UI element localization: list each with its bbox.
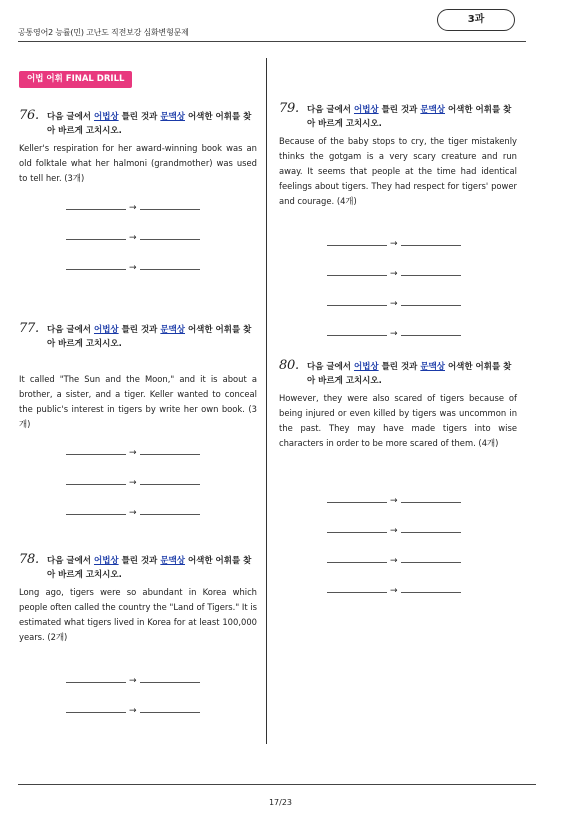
question-76 bbox=[19, 108, 259, 278]
lesson-badge: 3과 bbox=[437, 9, 515, 31]
column-divider bbox=[266, 58, 267, 744]
question-passage: It called "The Sun and the Moon," and it is about a brother, a sister, and a tiger. Keller wanted to conceal the public's interest in tigers by write her own book. (3개) bbox=[19, 374, 257, 429]
answer-line[interactable]: → bbox=[66, 263, 200, 273]
question-passage: Long ago, tigers were so abundant in Korea which people often called the country the "Land of Tigers." It is estimated what tigers lived in Korea for at least 100,000 years. (2개) bbox=[19, 587, 257, 642]
question-number: 76. bbox=[19, 108, 39, 123]
header-title: 공통영어2 능률(민) 고난도 직전보강 심화변형문제 bbox=[18, 28, 189, 37]
answer-line[interactable]: → bbox=[327, 586, 461, 596]
question-passage: Because of the baby stops to cry, the tiger mistakenly thinks the gotgam is a very scary creature and run away. It seems that people at the time had identical feelings about tigers. They had respect for tigers' power and courage. (4개) bbox=[279, 136, 517, 206]
answer-line[interactable]: → bbox=[66, 508, 200, 518]
page-number: 17/23 bbox=[268, 798, 293, 807]
answer-line[interactable]: → bbox=[327, 556, 461, 566]
answer-line[interactable]: → bbox=[66, 706, 200, 716]
answer-line[interactable]: → bbox=[327, 526, 461, 536]
question-passage: Keller's respiration for her award-winning book was an old folktale what her halmoni (grandmother) was used to tell her. (3개) bbox=[19, 143, 257, 183]
question-80 bbox=[279, 358, 519, 468]
header-rule bbox=[18, 41, 526, 42]
question-79 bbox=[279, 101, 519, 211]
question-instruction: 다음 글에서 어법상 틀린 것과 문맥상 어색한 어휘를 찾아 바르게 고치시오. bbox=[47, 556, 252, 580]
footer-rule bbox=[18, 784, 536, 785]
answer-line[interactable]: → bbox=[66, 233, 200, 243]
question-passage: However, they were also scared of tigers because of being injured or even killed by tigers was uncommon in the past. They may have made tigers into wise characters in order to be more scared of them. (4개) bbox=[279, 393, 517, 448]
question-number: 78. bbox=[19, 552, 39, 567]
question-77 bbox=[19, 321, 259, 431]
question-instruction: 다음 글에서 어법상 틀린 것과 문맥상 어색한 어휘를 찾아 바르게 고치시오. bbox=[307, 362, 512, 386]
answer-line[interactable]: → bbox=[66, 203, 200, 213]
answer-line[interactable]: → bbox=[66, 478, 200, 488]
question-instruction: 다음 글에서 어법상 틀린 것과 문맥상 어색한 어휘를 찾아 바르게 고치시오. bbox=[47, 112, 252, 136]
answer-line[interactable]: → bbox=[327, 329, 461, 339]
question-instruction: 다음 글에서 어법상 틀린 것과 문맥상 어색한 어휘를 찾아 바르게 고치시오. bbox=[47, 325, 252, 349]
answer-line[interactable]: → bbox=[327, 496, 461, 506]
question-number: 79. bbox=[279, 101, 299, 116]
question-instruction: 다음 글에서 어법상 틀린 것과 문맥상 어색한 어휘를 찾아 바르게 고치시오. bbox=[307, 105, 512, 129]
question-number: 80. bbox=[279, 358, 299, 373]
answer-line[interactable]: → bbox=[327, 269, 461, 279]
section-tag: 어법 어휘 FINAL DRILL bbox=[19, 71, 132, 88]
answer-line[interactable]: → bbox=[66, 448, 200, 458]
question-78 bbox=[19, 552, 259, 652]
question-number: 77. bbox=[19, 321, 39, 336]
answer-line[interactable]: → bbox=[327, 299, 461, 309]
answer-line[interactable]: → bbox=[327, 239, 461, 249]
answer-line[interactable]: → bbox=[66, 676, 200, 686]
